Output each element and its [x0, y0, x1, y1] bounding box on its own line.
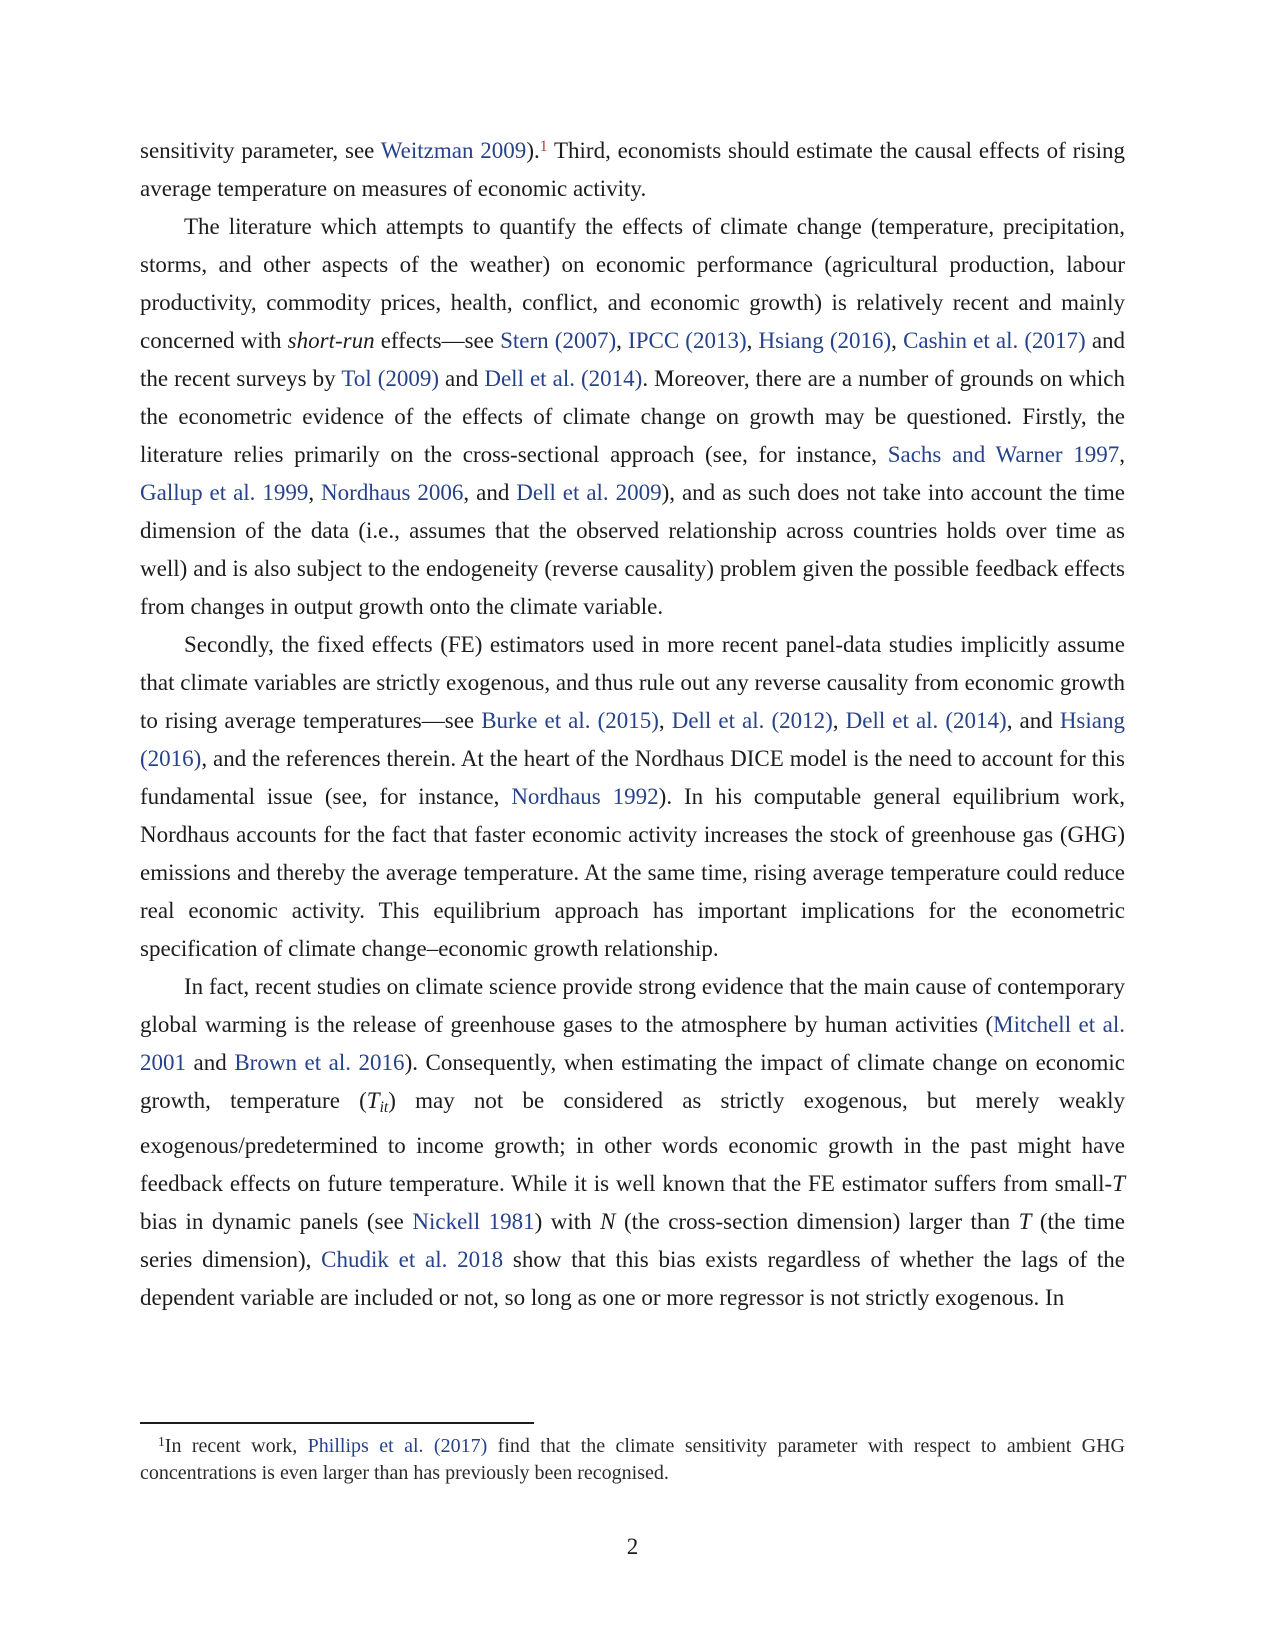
citation-link[interactable]: Cashin et al. (2017): [903, 328, 1086, 353]
text-run: ). In his computable general equilibrium work, Nordhaus accounts for the fact that faster economic activity increases the stock of greenhouse gas (GHG) emissions and thereby the average temperature. At the same time, rising average temperature could reduce real economic activity. This equilibrium approach has important implications for the econometric specification of climate change–economic growth relationship.: [140, 784, 1125, 961]
citation-link[interactable]: Burke et al. (2015): [481, 708, 659, 733]
citation-link[interactable]: Mitchell et al. 2001: [140, 1012, 1125, 1075]
text-run: Secondly, the fixed effects (FE) estimators used in more recent panel-data studies implicitly assume that climate variables are strictly exogenous, and thus rule out any reverse causality from economic growth to rising average temperatures—see: [140, 632, 1125, 733]
citation-link[interactable]: Dell et al. (2014): [845, 708, 1007, 733]
text-run: , and: [463, 480, 517, 505]
citation-link[interactable]: Hsiang (2016): [758, 328, 892, 353]
document-body: [140, 132, 1125, 1317]
text-run: ,: [1119, 442, 1125, 467]
text-run: and the recent surveys by: [140, 328, 1126, 391]
footnote-area: [140, 1422, 1125, 1487]
citation-link[interactable]: Nickell 1981: [412, 1208, 535, 1234]
text-run: ) with: [534, 1208, 601, 1234]
citation-link[interactable]: IPCC (2013): [628, 328, 747, 353]
math-text: T: [1018, 1208, 1032, 1234]
text-run: In recent work,: [164, 1435, 308, 1457]
text-run: (the time series dimension),: [140, 1208, 1125, 1272]
text-run: The literature which attempts to quantify the effects of climate change (temperature, precipitation, storms, and other aspects of the weather) on economic performance (agricultural production, labour productivity, commodity prices, health, conflict, and economic growth) is relatively recent and mainly concerned with: [140, 214, 1125, 353]
citation-link[interactable]: Weitzman 2009: [380, 138, 527, 163]
text-run: ,: [832, 708, 846, 733]
text-run: , and the references therein. At the heart of the Nordhaus DICE model is the need to account for this fundamental issue (see, for instance,: [140, 746, 1125, 809]
text-run: and: [439, 366, 485, 391]
footnote-rule: [140, 1422, 534, 1424]
text-run: ).: [526, 138, 540, 163]
text-run: sensitivity parameter, see: [140, 138, 381, 163]
citation-link[interactable]: Phillips et al. (2017): [307, 1435, 488, 1457]
text-run: and: [186, 1050, 235, 1075]
text-run: ,: [308, 480, 322, 505]
citation-link[interactable]: Tol (2009): [341, 366, 440, 391]
text-run: , and: [1006, 708, 1060, 733]
paragraph-2: [140, 208, 1125, 626]
text-run: ,: [891, 328, 904, 353]
text-run: ,: [658, 708, 672, 733]
text-run: Third, economists should estimate the causal effects of rising average temperature on measures of economic activity.: [140, 138, 1125, 201]
text-run: effects—see: [374, 328, 501, 353]
text-run: ) may not be considered as strictly exogenous, but merely weakly exogenous/predetermined to income growth; in other words economic growth in the past might have feedback effects on future temperature. While it is well known that the FE estimator suffers from small-: [140, 1088, 1125, 1196]
citation-link[interactable]: Dell et al. (2012): [671, 708, 833, 733]
text-run: bias in dynamic panels (see: [140, 1208, 413, 1234]
footnote-1: [140, 1433, 1125, 1487]
citation-link[interactable]: Stern (2007): [500, 328, 617, 353]
math-text: T: [1112, 1170, 1125, 1196]
math-text: T: [366, 1088, 380, 1113]
paragraph-4: [140, 968, 1125, 1317]
footnote-marker-ref: 1: [539, 137, 548, 155]
text-run: ,: [746, 328, 759, 353]
citation-link[interactable]: Nordhaus 1992: [511, 784, 659, 809]
citation-link[interactable]: Gallup et al. 1999: [140, 480, 309, 505]
text-run: ). Consequently, when estimating the impact of climate change on economic growth, temperature (: [140, 1050, 1125, 1113]
text-run: ,: [616, 328, 629, 353]
citation-link[interactable]: Brown et al. 2016: [234, 1050, 405, 1075]
citation-link[interactable]: Hsiang (2016): [140, 708, 1125, 771]
citation-link[interactable]: Chudik et al. 2018: [321, 1246, 504, 1272]
math-text: it: [379, 1098, 389, 1116]
text-run: find that the climate sensitivity parameter with respect to ambient GHG concentrations is even larger than has previously been recognised.: [140, 1435, 1125, 1484]
text-run: In fact, recent studies on climate science provide strong evidence that the main cause of contemporary global warming is the release of greenhouse gases to the atmosphere by human activities (: [140, 974, 1125, 1037]
citation-link[interactable]: Dell et al. 2009: [516, 480, 662, 505]
footnote-marker: 1: [158, 1433, 165, 1449]
math-text: N: [600, 1208, 616, 1234]
paragraph-3: [140, 626, 1125, 968]
citation-link[interactable]: Sachs and Warner 1997: [887, 442, 1120, 467]
text-run: . Moreover, there are a number of grounds on which the econometric evidence of the effects of climate change on growth may be questioned. Firstly, the literature relies primarily on the cross-sectional approach (see, for instance,: [140, 366, 1125, 467]
text-run: show that this bias exists regardless of whether the lags of the dependent variable are included or not, so long as one or more regressor is not strictly exogenous. In: [140, 1246, 1125, 1310]
text-run: (the cross-section dimension) larger than: [615, 1208, 1019, 1234]
citation-link[interactable]: Dell et al. (2014): [484, 366, 643, 391]
math-text: short-run: [287, 328, 375, 353]
paragraph-1: [140, 132, 1125, 208]
text-run: ), and as such does not take into account the time dimension of the data (i.e., assumes that the observed relationship across countries holds over time as well) and is also subject to the endogeneity (reverse causality) problem given the possible feedback effects from changes in output growth onto the climate variable.: [140, 480, 1126, 619]
page-number: 2: [626, 1534, 639, 1559]
citation-link[interactable]: Nordhaus 2006: [321, 480, 464, 505]
